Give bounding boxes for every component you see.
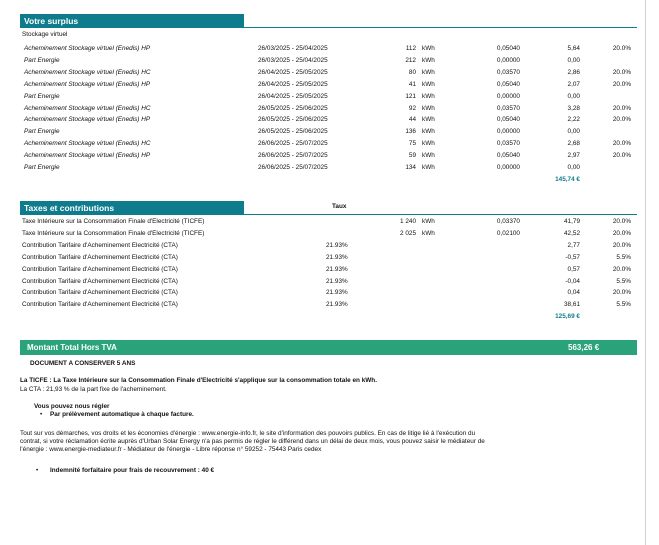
row-unit-price: 0,00000 xyxy=(496,56,520,64)
ticfe-note xyxy=(20,377,377,385)
row-period: 26/06/2025 - 25/07/2025 xyxy=(258,140,328,148)
keep-document-notice: DOCUMENT A CONSERVER 5 ANS xyxy=(30,360,136,367)
row-period: 26/04/2025 - 25/05/2025 xyxy=(258,80,328,88)
row-label: Contribution Tarifaire d'Acheminement Electricité (CTA) xyxy=(22,301,178,309)
taxes-header-rule xyxy=(20,214,637,215)
row-label: Acheminement Stockage virtuel (Enedis) HP xyxy=(24,152,151,160)
row-amount: 0,00 xyxy=(567,92,580,100)
info-line-3: l'énergie : www.energie-mediateur.fr - Médiateur de l'énergie - Libre réponse n° 59252 - 75443 Paris cedex xyxy=(20,446,322,453)
table-row xyxy=(0,150,646,161)
row-amount: 38,61 xyxy=(564,301,580,309)
row-quantity: 92 xyxy=(408,104,416,112)
row-rate: 21.93% xyxy=(326,265,348,273)
row-period: 26/06/2025 - 25/07/2025 xyxy=(258,152,328,160)
row-label: Contribution Tarifaire d'Acheminement Electricité (CTA) xyxy=(22,265,178,273)
table-row xyxy=(0,276,646,287)
row-quantity: 75 xyxy=(408,140,416,148)
row-unit-price: 0,05040 xyxy=(496,45,520,52)
row-label: Acheminement Stockage virtuel (Enedis) HP xyxy=(24,45,151,52)
row-period: 26/03/2025 - 25/04/2025 xyxy=(258,56,328,64)
row-vat: 20.0% xyxy=(612,68,631,76)
row-unit-price: 0,03570 xyxy=(496,68,520,76)
row-period: 26/04/2025 - 25/05/2025 xyxy=(258,68,328,76)
row-vat: 5.5% xyxy=(616,301,631,309)
row-unit-price: 0,03570 xyxy=(496,140,520,148)
table-row xyxy=(0,252,646,263)
table-row xyxy=(0,287,646,298)
row-period: 26/04/2025 - 25/05/2025 xyxy=(258,92,328,100)
table-row xyxy=(0,103,646,114)
row-label: Contribution Tarifaire d'Acheminement Electricité (CTA) xyxy=(22,277,178,285)
row-rate: 21.93% xyxy=(326,289,348,297)
row-quantity: 41 xyxy=(408,80,416,88)
row-vat: 20.0% xyxy=(612,265,631,273)
recovery-bullet-icon: • xyxy=(36,467,39,474)
row-label: Part Energie xyxy=(24,164,60,171)
row-period: 26/06/2025 - 25/07/2025 xyxy=(258,164,328,171)
row-amount: 2,68 xyxy=(567,140,580,148)
payment-heading: Vous pouvez nous régler xyxy=(34,403,110,410)
row-unit: kWh xyxy=(422,68,435,76)
row-amount: 0,04 xyxy=(567,289,580,297)
taxes-subtotal: 125,69 € xyxy=(555,313,580,320)
taxes-header: Taxes et contributions xyxy=(20,201,244,215)
row-label: Contribution Tarifaire d'Acheminement Electricité (CTA) xyxy=(22,289,178,297)
row-unit-price: 0,05040 xyxy=(496,80,520,88)
row-quantity: 80 xyxy=(408,68,416,76)
row-unit: kWh xyxy=(422,45,435,52)
row-unit: kWh xyxy=(422,116,435,124)
row-label: Part Energie xyxy=(24,92,60,100)
row-quantity: 2 025 xyxy=(400,229,416,237)
row-amount: 0,00 xyxy=(567,164,580,171)
row-amount: 3,28 xyxy=(567,104,580,112)
row-quantity: 121 xyxy=(405,92,416,100)
total-bar xyxy=(20,340,637,355)
table-row xyxy=(0,43,646,54)
row-unit-price: 0,03570 xyxy=(496,104,520,112)
row-unit: kWh xyxy=(422,56,435,64)
row-unit-price: 0,00000 xyxy=(496,92,520,100)
row-quantity: 112 xyxy=(405,45,416,52)
row-unit: kWh xyxy=(422,152,435,160)
row-label: Acheminement Stockage virtuel (Enedis) HP xyxy=(24,80,151,88)
row-amount: 41,79 xyxy=(564,218,580,225)
table-row xyxy=(0,228,646,239)
row-label: Acheminement Stockage virtuel (Enedis) HC xyxy=(24,140,151,148)
row-amount: 2,22 xyxy=(567,116,580,124)
table-row xyxy=(0,240,646,251)
row-amount: 2,97 xyxy=(567,152,580,160)
row-unit-price: 0,02100 xyxy=(496,229,520,237)
row-label: Taxe Intérieure sur la Consommation Finale d'Electricité (TICFE) xyxy=(22,218,205,225)
row-quantity: 136 xyxy=(405,128,416,136)
info-line-1: Tout sur vos démarches, vos droits et les économies d'énergie : www.energie-info.fr, le site d'information des pouvoirs publics. En cas de litige lié à l'exécution du xyxy=(20,430,476,437)
payment-bullet-icon: • xyxy=(40,411,43,418)
table-row xyxy=(0,114,646,125)
row-quantity: 1 240 xyxy=(400,218,416,225)
row-amount: -0,04 xyxy=(565,277,580,285)
table-row xyxy=(0,138,646,149)
surplus-header: Votre surplus xyxy=(20,14,244,28)
row-label: Acheminement Stockage virtuel (Enedis) HC xyxy=(24,68,151,76)
row-label: Part Energie xyxy=(24,128,60,136)
row-quantity: 44 xyxy=(408,116,416,124)
row-vat: 5.5% xyxy=(616,253,631,261)
ticfe-note-text: La TICFE : La Taxe Intérieure sur la Consommation Finale d'Electricité s'applique sur la consommation totale en kWh. xyxy=(20,377,377,384)
row-unit-price: 0,05040 xyxy=(496,152,520,160)
table-row xyxy=(0,216,646,227)
row-label: Taxe Intérieure sur la Consommation Finale d'Electricité (TICFE) xyxy=(22,229,205,237)
row-amount: 42,52 xyxy=(564,229,580,237)
row-amount: 5,64 xyxy=(567,45,580,52)
row-unit-price: 0,00000 xyxy=(496,164,520,171)
row-amount: 2,77 xyxy=(567,241,580,249)
row-unit: kWh xyxy=(422,164,435,171)
row-label: Acheminement Stockage virtuel (Enedis) HP xyxy=(24,116,151,124)
row-unit: kWh xyxy=(422,92,435,100)
total-label: Montant Total Hors TVA xyxy=(27,343,117,352)
row-amount: 2,07 xyxy=(567,80,580,88)
row-vat: 20.0% xyxy=(612,116,631,124)
row-amount: 0,00 xyxy=(567,56,580,64)
total-amount: 563,26 € xyxy=(568,343,600,352)
row-vat: 20.0% xyxy=(612,80,631,88)
payment-method: Par prélèvement automatique à chaque facture. xyxy=(50,411,194,418)
row-period: 26/05/2025 - 25/06/2025 xyxy=(258,128,328,136)
row-amount: -0,57 xyxy=(565,253,580,261)
row-unit: kWh xyxy=(422,104,435,112)
row-vat: 20.0% xyxy=(612,229,631,237)
row-unit: kWh xyxy=(422,218,435,225)
row-amount: 2,86 xyxy=(567,68,580,76)
row-quantity: 134 xyxy=(405,164,416,171)
taux-column-header: Taux xyxy=(332,203,347,210)
row-rate: 21.93% xyxy=(326,241,348,249)
recovery-fee: Indemnité forfaitaire pour frais de recouvrement : 40 € xyxy=(50,467,215,474)
row-vat: 20.0% xyxy=(612,140,631,148)
table-row xyxy=(0,91,646,102)
row-vat: 20.0% xyxy=(612,289,631,297)
cta-note: La CTA : 21,93 % de la part fixe de l'acheminement. xyxy=(20,386,167,393)
row-unit-price: 0,03370 xyxy=(496,218,520,225)
surplus-subtotal: 145,74 € xyxy=(555,176,580,183)
row-vat: 20.0% xyxy=(612,241,631,249)
table-row xyxy=(0,79,646,90)
row-unit: kWh xyxy=(422,140,435,148)
row-rate: 21.93% xyxy=(326,277,348,285)
row-period: 26/05/2025 - 25/06/2025 xyxy=(258,104,328,112)
info-line-2: contrat, si votre réclamation écrite auprès d'Urban Solar Energy n'a pas permis de régler le différend dans un délai de deux mois, vous pouvez saisir le médiateur de xyxy=(20,438,485,445)
row-unit-price: 0,05040 xyxy=(496,116,520,124)
row-vat: 20.0% xyxy=(612,104,631,112)
row-unit: kWh xyxy=(422,229,435,237)
row-vat: 5.5% xyxy=(616,277,631,285)
row-label: Contribution Tarifaire d'Acheminement Electricité (CTA) xyxy=(22,253,178,261)
row-quantity: 212 xyxy=(405,56,416,64)
row-vat: 20.0% xyxy=(612,218,631,225)
row-unit-price: 0,00000 xyxy=(496,128,520,136)
row-rate: 21.93% xyxy=(326,301,348,309)
table-row xyxy=(0,67,646,78)
row-rate: 21.93% xyxy=(326,253,348,261)
row-period: 26/05/2025 - 25/06/2025 xyxy=(258,116,328,124)
row-vat: 20.0% xyxy=(612,152,631,160)
row-period: 26/03/2025 - 25/04/2025 xyxy=(258,45,328,52)
row-unit: kWh xyxy=(422,128,435,136)
table-row xyxy=(0,162,646,173)
row-unit: kWh xyxy=(422,80,435,88)
row-label: Part Energie xyxy=(24,56,60,64)
row-label: Acheminement Stockage virtuel (Enedis) HC xyxy=(24,104,151,112)
row-vat: 20.0% xyxy=(612,45,631,52)
row-label: Contribution Tarifaire d'Acheminement Electricité (CTA) xyxy=(22,241,178,249)
row-quantity: 59 xyxy=(408,152,416,160)
row-amount: 0,57 xyxy=(567,265,580,273)
table-row xyxy=(0,55,646,66)
table-row xyxy=(0,126,646,137)
table-row xyxy=(0,264,646,275)
surplus-subheading: Stockage virtuel xyxy=(22,31,68,38)
surplus-header-rule xyxy=(20,27,637,28)
table-row xyxy=(0,299,646,310)
row-amount: 0,00 xyxy=(567,128,580,136)
